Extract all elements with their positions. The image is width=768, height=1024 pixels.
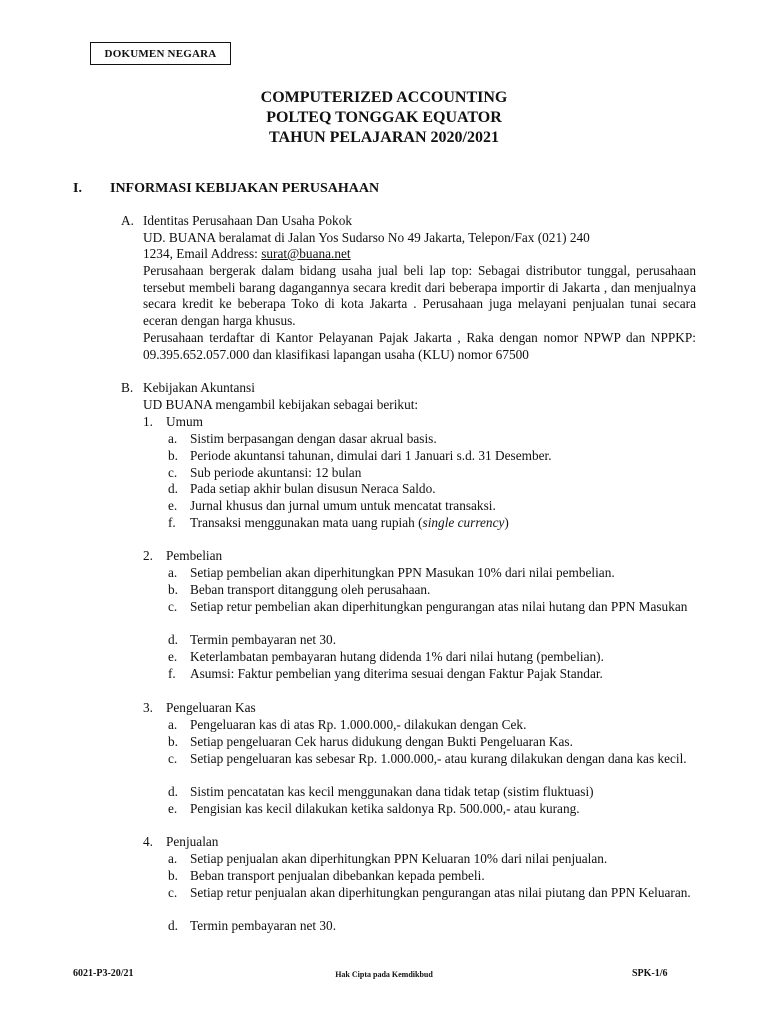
policy-group-title: Penjualan <box>166 834 219 849</box>
list-item-letter: e. <box>168 649 178 664</box>
list-item <box>190 448 696 465</box>
section-number: I. <box>73 181 82 196</box>
list-item-text: Keterlambatan pembayaran hutang didenda 1% dari nilai hutang (pembelian). <box>190 649 604 664</box>
list-item <box>190 868 696 885</box>
list-item <box>190 851 696 868</box>
list-item-letter: c. <box>168 599 178 614</box>
list-item-text: Setiap pengeluaran kas sebesar Rp. 1.000.000,- atau kurang dilakukan dengan dana kas kecil. <box>190 751 687 766</box>
list-item-text: Pengeluaran kas di atas Rp. 1.000.000,- dilakukan dengan Cek. <box>190 717 527 732</box>
list-item-text: Sistim berpasangan dengan dasar akrual basis. <box>190 431 437 446</box>
policy-group-number: 3. <box>143 700 153 715</box>
list-item <box>190 751 696 768</box>
list-item-text: Jurnal khusus dan jurnal umum untuk mencatat transaksi. <box>190 498 496 513</box>
list-item <box>190 582 696 599</box>
list-item-letter: c. <box>168 465 178 480</box>
subsection-a-heading: Identitas Perusahaan Dan Usaha Pokok <box>143 213 353 228</box>
list-item <box>190 565 696 582</box>
list-item <box>190 784 696 801</box>
title-line-3: TAHUN PELAJARAN 2020/2021 <box>269 129 499 146</box>
list-item-text: Pengisian kas kecil dilakukan ketika saldonya Rp. 500.000,- atau kurang. <box>190 801 580 816</box>
list-item-letter: f. <box>168 515 176 530</box>
list-item <box>190 498 696 515</box>
list-item-letter: a. <box>168 431 178 446</box>
section-title: INFORMASI KEBIJAKAN PERUSAHAAN <box>110 181 380 196</box>
list-item <box>190 481 696 498</box>
list-item <box>190 431 696 448</box>
contact-prefix: 1234, Email Address: <box>143 246 262 261</box>
list-item-letter: d. <box>168 632 178 647</box>
list-item-letter: b. <box>168 734 178 749</box>
list-item <box>190 599 696 616</box>
list-item <box>190 465 696 482</box>
list-item-text: Termin pembayaran net 30. <box>190 632 337 647</box>
footer-copyright: Hak Cipta pada Kemdikbud <box>335 970 433 979</box>
subsection-b-intro: UD BUANA mengambil kebijakan sebagai berikut: <box>143 397 419 412</box>
company-business-paragraph: Perusahaan bergerak dalam bidang usaha jual beli lap top: Sebagai distributor tunggal, perusahaan tersebut membeli barang dagangannya secara kredit dari beberapa importir di Jakarta , dan menjualnya secara kredit ke beberapa Toko di kota Jakarta . Perusahaan juga melayani penjualan tunai secara eceran dengan harga khusus. <box>143 263 696 328</box>
policy-group-title: Pengeluaran Kas <box>166 700 256 715</box>
list-item-letter: e. <box>168 801 178 816</box>
list-item-letter: a. <box>168 851 178 866</box>
list-item-text: Termin pembayaran net 30. <box>190 918 337 933</box>
title-line-2: POLTEQ TONGGAK EQUATOR <box>266 109 502 126</box>
list-item-letter: e. <box>168 498 178 513</box>
list-item-letter: c. <box>168 885 178 900</box>
list-item-text: Sistim pencatatan kas kecil menggunakan dana tidak tetap (sistim fluktuasi) <box>190 784 594 799</box>
list-item-letter: d. <box>168 481 178 496</box>
list-item-letter: b. <box>168 448 178 463</box>
title-line-1: COMPUTERIZED ACCOUNTING <box>260 89 508 106</box>
list-item-letter: c. <box>168 751 178 766</box>
footer-code: 6021-P3-20/21 <box>73 968 134 979</box>
subsection-b-heading: Kebijakan Akuntansi <box>143 380 255 395</box>
list-item-text: Transaksi menggunakan mata uang rupiah ( <box>190 515 423 530</box>
subsection-b-label: B. <box>121 380 134 395</box>
company-tax-paragraph: Perusahaan terdaftar di Kantor Pelayanan Pajak Jakarta , Raka dengan nomor NPWP dan NPPKP: 09.395.652.057.000 dan klasifikasi lapangan usaha (KLU) nomor 67500 <box>143 330 696 362</box>
list-item-text: Beban transport penjualan dibebankan kepada pembeli. <box>190 868 485 883</box>
list-item <box>190 734 696 751</box>
list-item-italic-text: single currency <box>422 515 505 530</box>
list-item <box>190 649 696 666</box>
company-address-line: UD. BUANA beralamat di Jalan Yos Sudarso No 49 Jakarta, Telepon/Fax (021) 240 <box>143 230 590 245</box>
list-item <box>190 632 696 649</box>
list-item-text: Setiap retur pembelian akan diperhitungkan pengurangan atas nilai hutang dan PPN Masukan <box>190 599 688 614</box>
list-item <box>190 918 696 935</box>
list-item-text: Beban transport ditanggung oleh perusahaan. <box>190 582 431 597</box>
company-contact-line <box>143 246 351 263</box>
list-item-text: Setiap retur penjualan akan diperhitungkan pengurangan atas nilai piutang dan PPN Keluaran. <box>190 885 691 900</box>
list-item-text: Periode akuntansi tahunan, dimulai dari 1 Januari s.d. 31 Desember. <box>190 448 552 463</box>
policy-group-number: 4. <box>143 834 153 849</box>
list-item-text: Sub periode akuntansi: 12 bulan <box>190 465 362 480</box>
list-item <box>190 515 696 532</box>
list-item-text: Setiap pengeluaran Cek harus didukung dengan Bukti Pengeluaran Kas. <box>190 734 573 749</box>
list-item-text: Asumsi: Faktur pembelian yang diterima sesuai dengan Faktur Pajak Standar. <box>190 666 603 681</box>
list-item <box>190 801 696 818</box>
email-link[interactable]: surat@buana.net <box>261 246 351 261</box>
list-item-letter: d. <box>168 784 178 799</box>
list-item <box>190 666 696 683</box>
policy-group-number: 1. <box>143 414 153 429</box>
document-stamp: DOKUMEN NEGARA <box>90 42 231 65</box>
list-item-text: Setiap penjualan akan diperhitungkan PPN Keluaran 10% dari nilai penjualan. <box>190 851 608 866</box>
list-item <box>190 885 696 902</box>
subsection-a-label: A. <box>121 213 134 228</box>
policy-group-title: Pembelian <box>166 548 223 563</box>
list-item-text: Setiap pembelian akan diperhitungkan PPN Masukan 10% dari nilai pembelian. <box>190 565 615 580</box>
list-item-text-suffix: ) <box>504 515 509 530</box>
list-item-letter: a. <box>168 565 178 580</box>
footer-page: SPK-1/6 <box>632 968 668 979</box>
list-item-letter: d. <box>168 918 178 933</box>
list-item-text: Pada setiap akhir bulan disusun Neraca Saldo. <box>190 481 436 496</box>
list-item-letter: a. <box>168 717 178 732</box>
policy-group-number: 2. <box>143 548 153 563</box>
policy-group-title: Umum <box>166 414 203 429</box>
list-item <box>190 717 696 734</box>
list-item-letter: b. <box>168 582 178 597</box>
list-item-letter: b. <box>168 868 178 883</box>
list-item-letter: f. <box>168 666 176 681</box>
